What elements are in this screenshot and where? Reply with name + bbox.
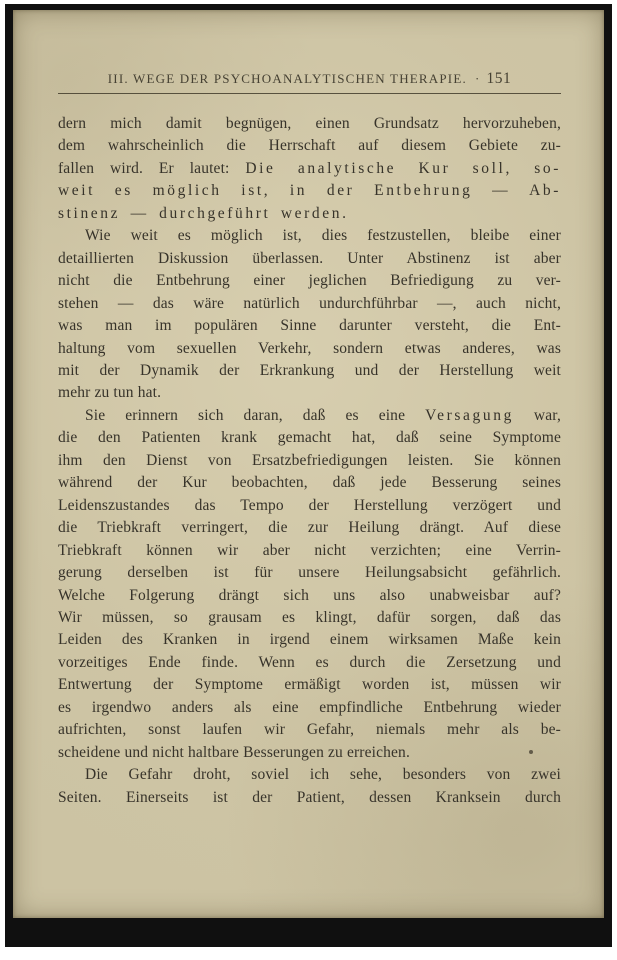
- page-paper: [13, 10, 604, 918]
- emphasized-text: Die analytische Kur soll, so-: [245, 159, 561, 177]
- header-rule: [58, 93, 561, 94]
- text-line: [58, 248, 561, 270]
- text-line: [58, 158, 561, 180]
- text-segment: Sie erinnern sich daran, daß es eine: [85, 406, 426, 424]
- text-segment: Wir müssen, so grausam es klingt, dafür sorgen, daß das: [58, 608, 561, 626]
- text-line: [58, 450, 561, 472]
- emphasized-text: Versagung: [425, 406, 514, 424]
- text-segment: Wie weit es möglich ist, dies festzustellen, bleibe einer: [85, 227, 561, 245]
- text-line: [58, 113, 561, 135]
- text-line: [58, 472, 561, 494]
- text-line: [58, 360, 561, 382]
- text-line: [58, 719, 561, 741]
- text-segment: Seiten. Einerseits ist der Patient, dessen Kranksein durch: [58, 788, 561, 806]
- text-segment: mehr zu tun hat.: [58, 384, 162, 402]
- page-body: [58, 113, 561, 809]
- text-line: [58, 629, 561, 651]
- text-segment: Welche Folgerung drängt sich uns also unabweisbar auf?: [58, 586, 561, 604]
- text-segment: Leidenszustandes das Tempo der Herstellung verzögert und: [58, 496, 561, 514]
- ink-speck: [529, 750, 533, 754]
- text-segment: fallen wird. Er lautet:: [58, 159, 246, 177]
- text-line: [58, 405, 561, 427]
- text-line: [58, 652, 561, 674]
- text-line: [58, 338, 561, 360]
- text-segment: detaillierten Diskussion überlassen. Unter Abstinenz ist aber: [58, 249, 561, 267]
- text-line: [58, 315, 561, 337]
- text-segment: während der Kur beobachten, daß jede Besserung seines: [58, 474, 561, 492]
- text-segment: vorzeitiges Ende finde. Wenn es durch die Zersetzung und: [58, 653, 561, 671]
- text-segment: die den Patienten krank gemacht hat, daß seine Symptome: [58, 429, 561, 447]
- text-segment: Triebkraft können wir aber nicht verzichten; eine Verrin-: [58, 541, 561, 559]
- text-line: [58, 495, 561, 517]
- text-line: [58, 517, 561, 539]
- emphasized-text: weit es möglich ist, in der Entbehrung — Ab-: [58, 182, 561, 200]
- text-segment: die Triebkraft verringert, die zur Heilung drängt. Auf diese: [58, 519, 561, 537]
- text-segment: dern mich damit begnügen, einen Grundsatz hervorzuheben,: [58, 115, 561, 132]
- text-segment: dem wahrscheinlich die Herrschaft auf diesem Gebiete zu-: [58, 137, 561, 155]
- text-segment: haltung vom sexuellen Verkehr, sondern etwas anderes, was: [58, 339, 561, 357]
- text-line: [58, 540, 561, 562]
- text-segment: aufrichten, sonst laufen wir Gefahr, niemals mehr als be-: [58, 721, 561, 739]
- text-line: [58, 585, 561, 607]
- page-content-area: [58, 70, 561, 918]
- text-line: [58, 697, 561, 719]
- text-line: [58, 225, 561, 247]
- text-segment: was man im populären Sinne darunter versteht, die Ent-: [58, 317, 561, 335]
- text-line: [58, 674, 561, 696]
- running-title: III. WEGE DER PSYCHOANALYTISCHEN THERAPIE.: [107, 71, 467, 86]
- text-segment: ihm den Dienst von Ersatzbefriedigungen leisten. Sie können: [58, 451, 561, 469]
- page-number: 151: [486, 70, 512, 87]
- text-segment: es irgendwo anders als eine empfindliche Entbehrung wieder: [58, 698, 561, 716]
- text-line: [58, 203, 561, 225]
- text-line: [58, 427, 561, 449]
- text-line: [58, 607, 561, 629]
- text-line: [58, 742, 561, 764]
- text-segment: Entwertung der Symptome ermäßigt worden ist, müssen wir: [58, 676, 561, 694]
- text-segment: stehen — das wäre natürlich undurchführbar —, auch nicht,: [58, 294, 561, 312]
- text-segment: nicht die Entbehrung einer jeglichen Befriedigung zu ver-: [58, 272, 561, 290]
- text-line: [58, 382, 561, 404]
- text-segment: Leiden des Kranken in irgend einem wirksamen Maße kein: [58, 631, 561, 649]
- text-segment: mit der Dynamik der Erkrankung und der Herstellung weit: [58, 361, 561, 379]
- text-line: [58, 180, 561, 202]
- emphasized-text: stinenz — durchgeführt werden.: [58, 204, 349, 222]
- text-line: [58, 764, 561, 786]
- text-segment: scheidene und nicht haltbare Besserungen zu erreichen.: [58, 743, 410, 761]
- text-segment: gerung derselben ist für unsere Heilungsabsicht gefährlich.: [58, 564, 561, 582]
- text-line: [58, 270, 561, 292]
- text-line: [58, 787, 561, 809]
- text-line: [58, 135, 561, 157]
- text-segment: war,: [513, 406, 561, 424]
- text-line: [58, 293, 561, 315]
- header-separator: ·: [474, 71, 481, 86]
- text-segment: Die Gefahr droht, soviel ich sehe, besonders von zwei: [85, 766, 561, 784]
- page-header: [58, 70, 561, 88]
- text-line: [58, 562, 561, 584]
